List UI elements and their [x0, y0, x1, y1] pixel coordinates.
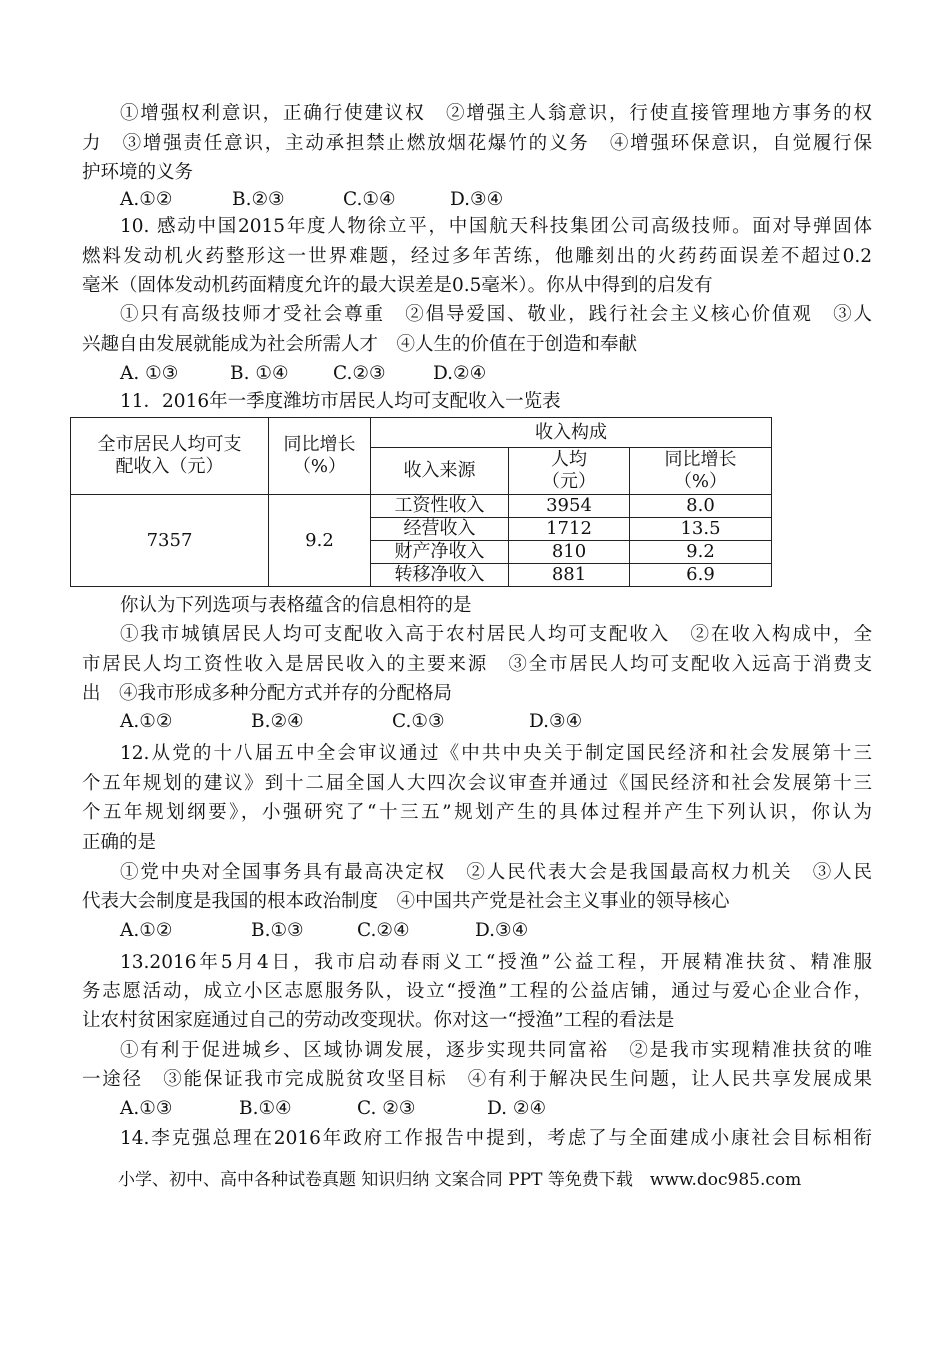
q11-option-a: A.①②	[120, 711, 173, 732]
q12-line-1: 12.从党的十八届五中全会审议通过《中共中央关于制定国民经济和社会发展第十三	[120, 743, 872, 764]
header-per-capita: 人均 （元）	[509, 448, 630, 495]
cell-growth: 8.0	[630, 495, 772, 518]
cell-source: 转移净收入	[371, 564, 509, 587]
income-table	[70, 417, 772, 587]
q9-option-d: D.③④	[450, 189, 504, 210]
q12-line-3: 个五年规划纲要》，小强研究了“十三五”规划产生的具体过程并产生下列认识，你认为	[82, 802, 872, 823]
cell-source: 经营收入	[371, 518, 509, 541]
q10-line-4: ①只有高级技师才受社会尊重 ②倡导爱国、敬业，践行社会主义核心价值观 ③人	[120, 304, 872, 325]
q11-line-2: 市居民人均工资性收入是居民收入的主要来源 ③全市居民人均可支配收入远高于消费支	[82, 654, 872, 675]
q11-prompt: 你认为下列选项与表格蕴含的信息相符的是	[120, 595, 472, 616]
cell-total-growth: 9.2	[269, 495, 371, 587]
q9-option-a: A.①②	[120, 189, 173, 210]
q12-option-c: C.②④	[357, 920, 410, 941]
table-row	[71, 495, 772, 518]
q9-option-c: C.①④	[343, 189, 396, 210]
header-source-growth: 同比增长 （%）	[630, 448, 772, 495]
q13-option-c: C. ②③	[357, 1098, 416, 1119]
q13-line-5: 一途径 ③能保证我市完成脱贫攻坚目标 ④有利于解决民生问题，让人民共享发展成果	[82, 1069, 872, 1090]
q11-option-d: D.③④	[529, 711, 583, 732]
q9-line-2: 力 ③增强责任意识，主动承担禁止燃放烟花爆竹的义务 ④增强环保意识，自觉履行保	[82, 133, 872, 154]
q11-line-3: 出 ④我市形成多种分配方式并存的分配格局	[82, 683, 453, 704]
header-total-income: 全市居民人均可支 配收入（元）	[71, 418, 269, 495]
cell-growth: 9.2	[630, 541, 772, 564]
cell-per-capita: 881	[509, 564, 630, 587]
q13-option-a: A.①③	[120, 1098, 173, 1119]
q11-option-c: C.①③	[392, 711, 445, 732]
q10-line-3: 毫米（固体发动机药面精度允许的最大误差是0.5毫米）。你从中得到的启发有	[82, 275, 713, 296]
q13-line-4: ①有利于促进城乡、区域协调发展，逐步实现共同富裕 ②是我市实现精准扶贫的唯	[120, 1040, 872, 1061]
header-income-source: 收入来源	[371, 448, 509, 495]
q10-option-a: A. ①③	[120, 363, 179, 384]
q14-line-1: 14.李克强总理在2016年政府工作报告中提到，考虑了与全面建成小康社会目标相衔	[120, 1128, 872, 1149]
cell-total-income: 7357	[71, 495, 269, 587]
q10-line-5: 兴趣自由发展就能成为社会所需人才 ④人生的价值在于创造和奉献	[82, 334, 638, 355]
q9-options	[120, 187, 503, 213]
q12-line-2: 个五年规划的建议》到十二届全国人大四次会议审查并通过《国民经济和社会发展第十三	[82, 773, 872, 794]
q12-option-d: D.③④	[475, 920, 529, 941]
cell-source: 工资性收入	[371, 495, 509, 518]
q10-line-1: 10. 感动中国2015年度人物徐立平，中国航天科技集团公司高级技师。面对导弹固体	[120, 216, 872, 237]
q13-line-3: 让农村贫困家庭通过自己的劳动改变现状。你对这一“授渔”工程的看法是	[82, 1010, 675, 1031]
q12-option-b: B.①③	[251, 920, 304, 941]
q12-line-4: 正确的是	[82, 832, 157, 853]
cell-per-capita: 1712	[509, 518, 630, 541]
q10-line-2: 燃料发动机火药整形这一世界难题，经过多年苦练，他雕刻出的火药药面误差不超过0.2	[82, 246, 872, 267]
q13-line-1: 13.2016年5月4日，我市启动春雨义工“授渔”公益工程，开展精准扶贫、精准服	[120, 952, 872, 973]
q11-line-1: ①我市城镇居民人均可支配收入高于农村居民人均可支配收入 ②在收入构成中，全	[120, 624, 872, 645]
q12-option-a: A.①②	[120, 920, 173, 941]
q10-option-d: D.②④	[433, 363, 487, 384]
q10-option-c: C.②③	[333, 363, 386, 384]
q9-line-3: 护环境的义务	[82, 162, 194, 183]
q11-title: 11．2016年一季度潍坊市居民人均可支配收入一览表	[120, 391, 561, 412]
header-yoy-growth: 同比增长 （%）	[269, 418, 371, 495]
download-footer: 小学、初中、高中各种试卷真题 知识归纳 文案合同 PPT 等免费下载 www.doc985.com	[118, 1170, 802, 1190]
header-income-structure: 收入构成	[371, 418, 772, 448]
cell-per-capita: 3954	[509, 495, 630, 518]
q10-options	[120, 361, 486, 387]
q13-line-2: 务志愿活动，成立小区志愿服务队，设立“授渔”工程的公益店铺，通过与爱心企业合作，	[82, 981, 872, 1002]
cell-growth: 13.5	[630, 518, 772, 541]
cell-per-capita: 810	[509, 541, 630, 564]
q9-option-b: B.②③	[232, 189, 285, 210]
q12-line-6: 代表大会制度是我国的根本政治制度 ④中国共产党是社会主义事业的领导核心	[82, 891, 730, 912]
q13-option-b: B.①④	[239, 1098, 292, 1119]
q13-options	[120, 1096, 546, 1122]
q12-options	[120, 918, 528, 944]
q11-options	[120, 709, 582, 735]
q12-line-5: ①党中央对全国事务具有最高决定权 ②人民代表大会是我国最高权力机关 ③人民	[120, 862, 872, 883]
q11-option-b: B.②④	[251, 711, 304, 732]
cell-growth: 6.9	[630, 564, 772, 587]
q9-line-1: ①增强权利意识，正确行使建议权 ②增强主人翁意识，行使直接管理地方事务的权	[120, 103, 872, 124]
cell-source: 财产净收入	[371, 541, 509, 564]
q10-option-b: B. ①④	[230, 363, 289, 384]
q13-option-d: D. ②④	[487, 1098, 547, 1119]
